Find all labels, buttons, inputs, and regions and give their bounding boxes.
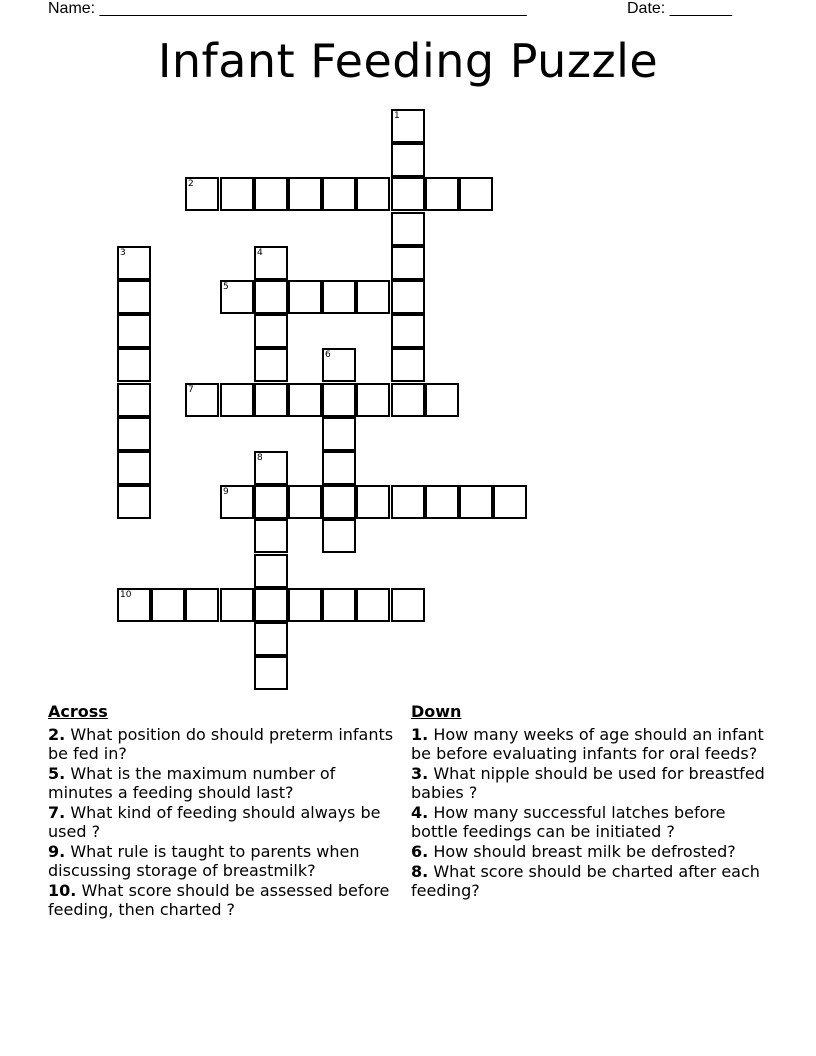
down-clue: 4. How many successful latches before bottle feedings can be initiated ? [411, 803, 726, 841]
grid-cell[interactable] [220, 588, 254, 622]
grid-cell[interactable] [117, 348, 151, 382]
grid-cell[interactable] [391, 485, 425, 519]
across-clue: 2. What position do should preterm infants be fed in? [48, 725, 394, 763]
grid-cell[interactable] [254, 314, 288, 348]
grid-cell[interactable] [322, 519, 356, 553]
grid-cell[interactable] [322, 588, 356, 622]
grid-cell[interactable] [391, 212, 425, 246]
grid-cell[interactable] [425, 383, 459, 417]
grid-cell[interactable] [117, 485, 151, 519]
grid-cell[interactable] [322, 485, 356, 519]
grid-cell[interactable] [254, 485, 288, 519]
grid-cell[interactable] [185, 383, 219, 417]
down-clue: 3. What nipple should be used for breastfed babies ? [411, 764, 765, 802]
grid-cell[interactable] [425, 177, 459, 211]
down-clue: 6. How should breast milk be defrosted? [411, 842, 736, 861]
grid-cell[interactable] [254, 348, 288, 382]
across-heading: Across [48, 702, 108, 721]
across-clue: 10. What score should be assessed before feeding, then charted ? [48, 881, 390, 919]
grid-cell[interactable] [254, 451, 288, 485]
grid-cell[interactable] [220, 280, 254, 314]
grid-cell[interactable] [117, 280, 151, 314]
grid-cell[interactable] [185, 588, 219, 622]
grid-cell[interactable] [356, 177, 390, 211]
grid-cell[interactable] [322, 348, 356, 382]
grid-cell[interactable] [117, 417, 151, 451]
grid-cell[interactable] [391, 109, 425, 143]
clue-number: 7 [188, 385, 194, 395]
grid-cell[interactable] [322, 177, 356, 211]
clue-number: 2 [188, 179, 194, 189]
grid-cell[interactable] [254, 383, 288, 417]
grid-cell[interactable] [288, 485, 322, 519]
clue-number: 3 [120, 248, 126, 258]
name-line[interactable]: ________________________________________________ [99, 0, 527, 17]
grid-cell[interactable] [288, 588, 322, 622]
grid-cell[interactable] [117, 383, 151, 417]
across-clue: 7. What kind of feeding should always be used ? [48, 803, 381, 841]
grid-cell[interactable] [322, 280, 356, 314]
grid-cell[interactable] [220, 383, 254, 417]
clue-number: 6 [325, 350, 331, 360]
grid-cell[interactable] [254, 280, 288, 314]
grid-cell[interactable] [254, 656, 288, 690]
down-heading: Down [411, 702, 462, 721]
grid-cell[interactable] [254, 588, 288, 622]
name-label: Name: [48, 0, 96, 17]
grid-cell[interactable] [391, 314, 425, 348]
grid-cell[interactable] [117, 588, 151, 622]
date-line[interactable]: _______ [669, 0, 732, 17]
grid-cell[interactable] [151, 588, 185, 622]
clue-number: 10 [120, 590, 132, 600]
grid-cell[interactable] [322, 417, 356, 451]
grid-cell[interactable] [391, 588, 425, 622]
across-clue: 5. What is the maximum number of minutes a feeding should last? [48, 764, 336, 802]
date-label: Date: [627, 0, 666, 17]
clue-number: 9 [223, 487, 229, 497]
grid-cell[interactable] [254, 246, 288, 280]
grid-cell[interactable] [288, 280, 322, 314]
grid-cell[interactable] [391, 383, 425, 417]
grid-cell[interactable] [117, 451, 151, 485]
down-clue: 8. What score should be charted after each feeding? [411, 862, 760, 900]
grid-cell[interactable] [356, 383, 390, 417]
grid-cell[interactable] [254, 622, 288, 656]
clue-number: 8 [257, 453, 263, 463]
grid-cell[interactable] [459, 177, 493, 211]
grid-cell[interactable] [288, 177, 322, 211]
across-clue: 9. What rule is taught to parents when discussing storage of breastmilk? [48, 842, 360, 880]
down-clue: 1. How many weeks of age should an infant be before evaluating infants for oral feeds? [411, 725, 764, 763]
grid-cell[interactable] [425, 485, 459, 519]
grid-cell[interactable] [356, 588, 390, 622]
grid-cell[interactable] [391, 143, 425, 177]
across-clues [48, 702, 398, 920]
grid-cell[interactable] [322, 451, 356, 485]
grid-cell[interactable] [356, 485, 390, 519]
grid-cell[interactable] [459, 485, 493, 519]
grid-cell[interactable] [288, 383, 322, 417]
down-clues [411, 702, 771, 901]
grid-cell[interactable] [117, 314, 151, 348]
grid-cell[interactable] [220, 485, 254, 519]
grid-cell[interactable] [391, 348, 425, 382]
grid-cell[interactable] [185, 177, 219, 211]
grid-cell[interactable] [391, 177, 425, 211]
clue-number: 1 [394, 111, 400, 121]
grid-cell[interactable] [391, 280, 425, 314]
grid-cell[interactable] [322, 383, 356, 417]
grid-cell[interactable] [356, 280, 390, 314]
clue-number: 4 [257, 248, 263, 258]
grid-cell[interactable] [254, 177, 288, 211]
grid-cell[interactable] [220, 177, 254, 211]
grid-cell[interactable] [391, 246, 425, 280]
grid-cell[interactable] [117, 246, 151, 280]
grid-cell[interactable] [493, 485, 527, 519]
grid-cell[interactable] [254, 519, 288, 553]
clue-number: 5 [223, 282, 229, 292]
grid-cell[interactable] [254, 554, 288, 588]
page-title: Infant Feeding Puzzle [157, 34, 659, 88]
